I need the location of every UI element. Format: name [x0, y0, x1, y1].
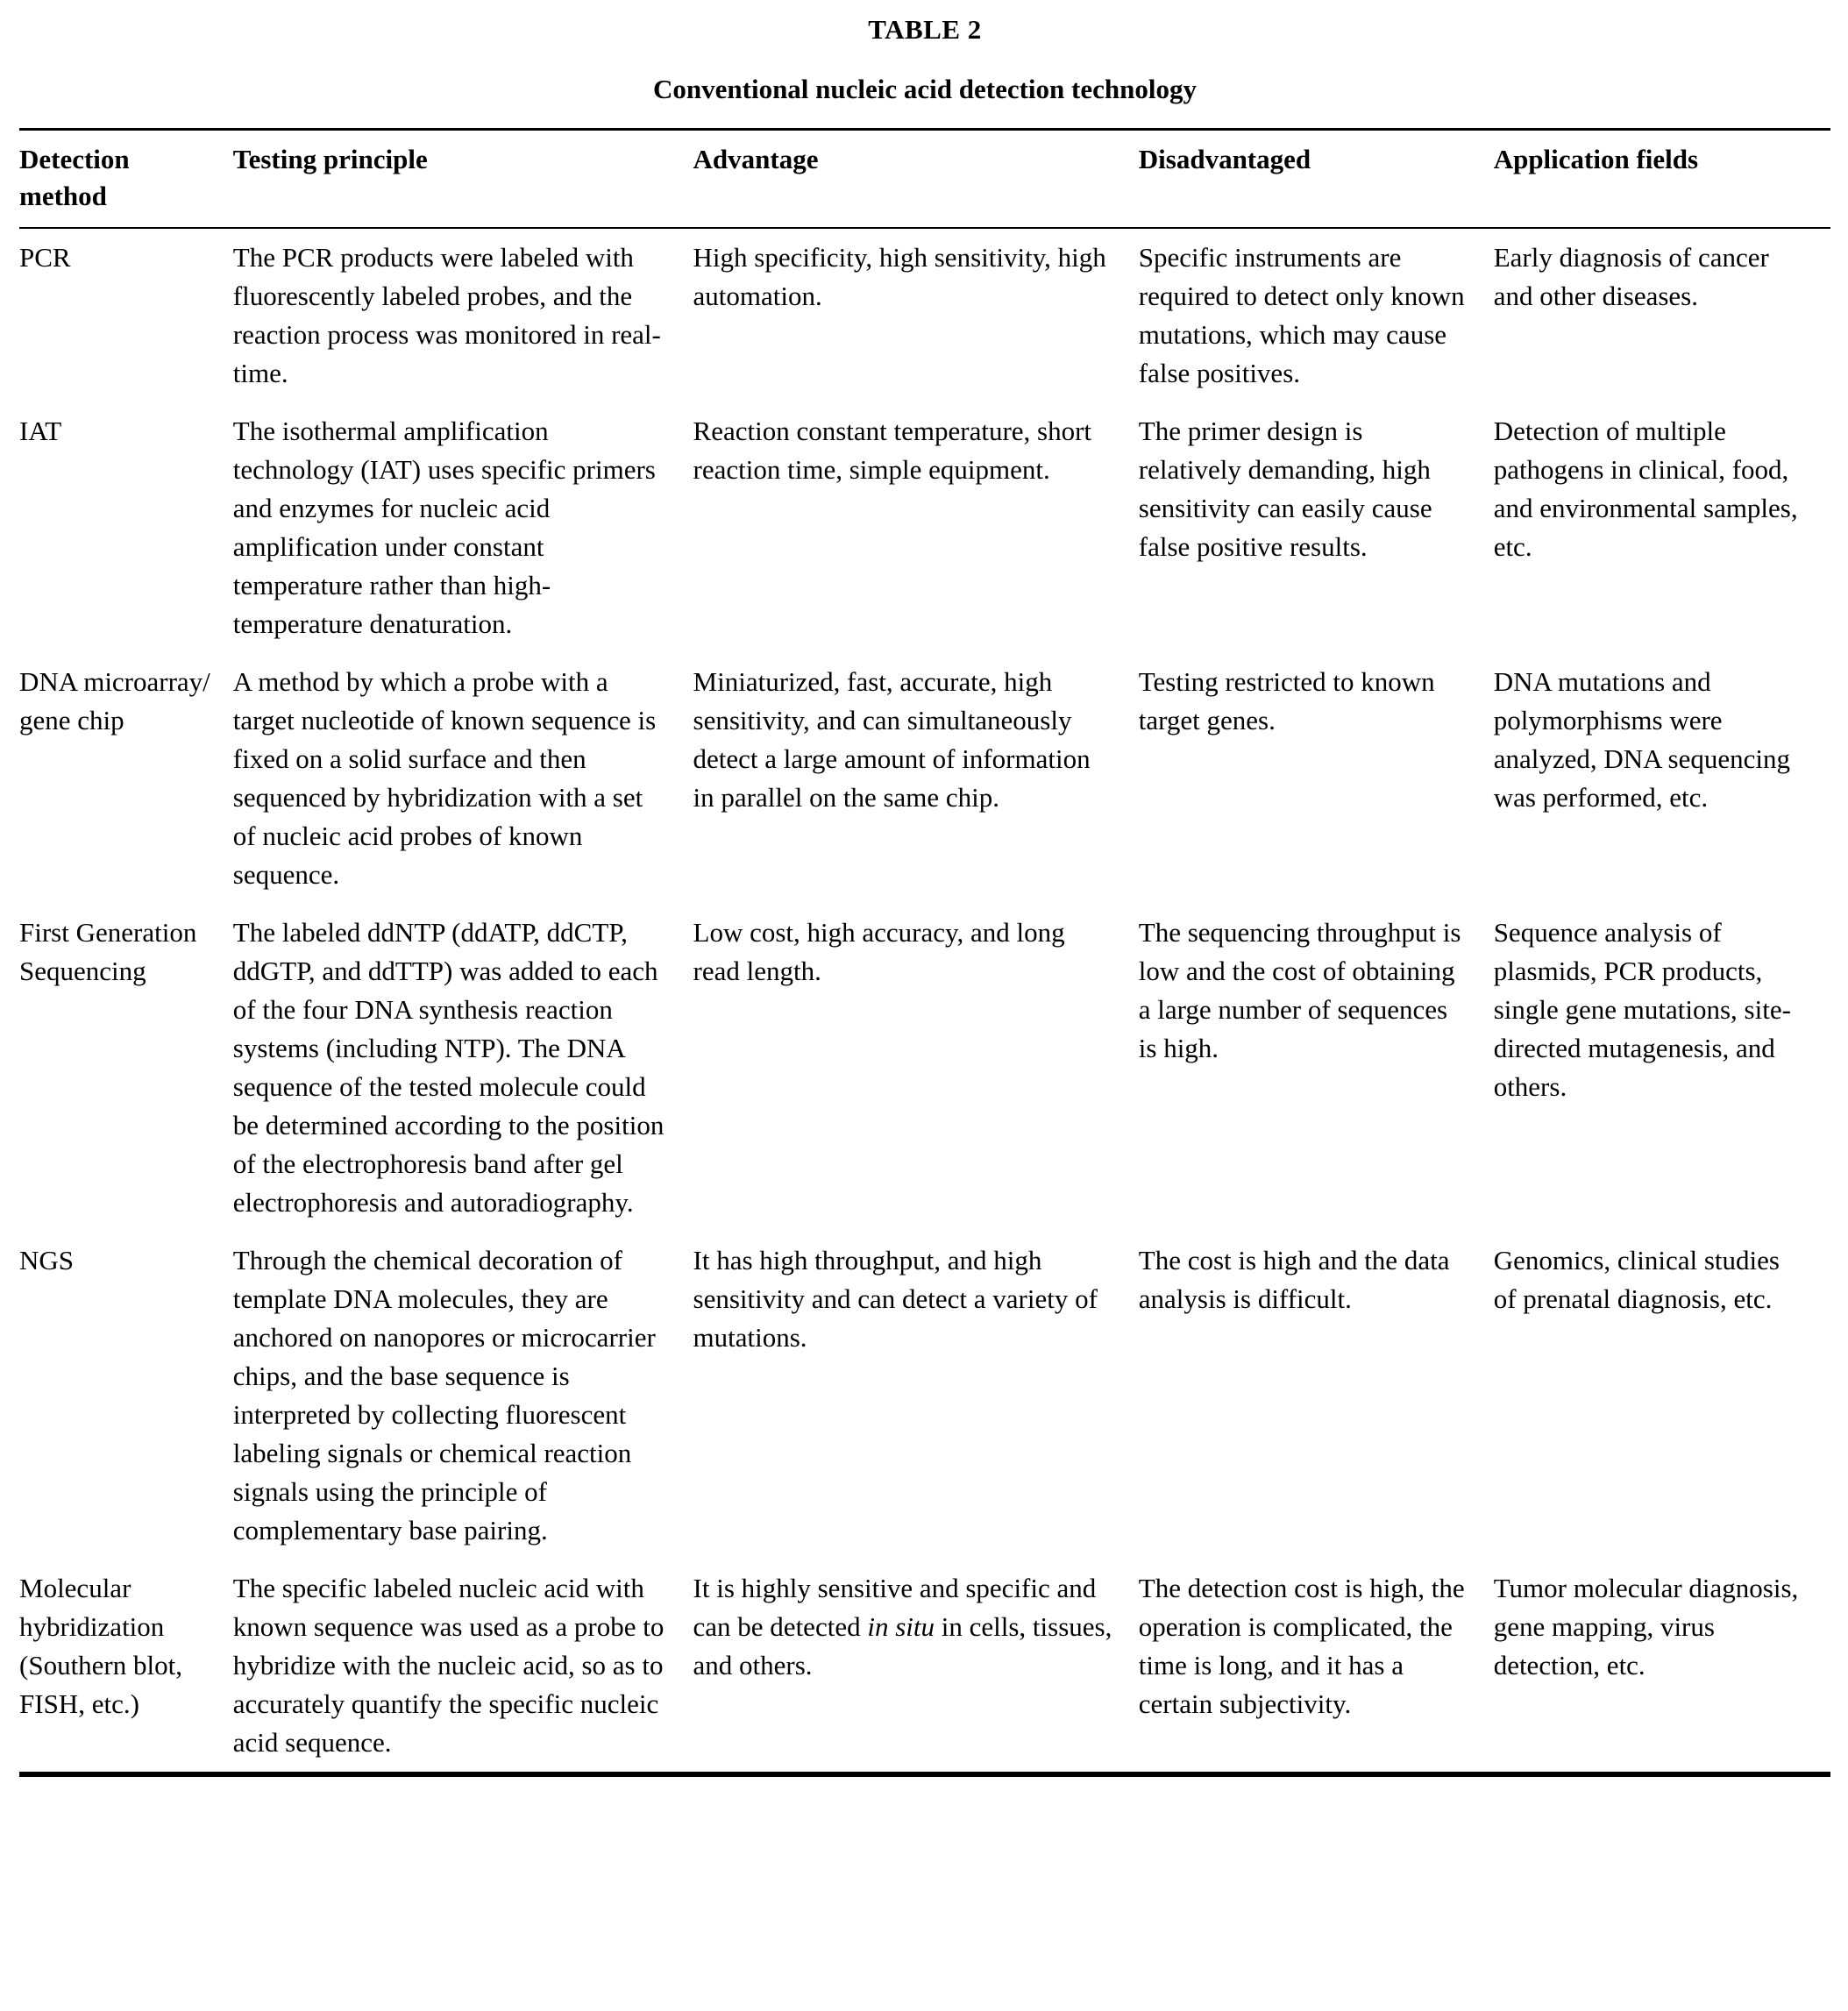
table-row-ngs	[19, 1232, 1830, 1560]
cell-testing-principle: The specific labeled nucleic acid with known sequence was used as a probe to hybridize with the nucleic acid, so as to accurately quantify the specific nucleic acid sequence.	[232, 1573, 665, 1759]
cell-detection-method: Molecular hybridization (Southern blot, FISH, etc.)	[19, 1573, 182, 1720]
cell-application-fields: Genomics, clinical studies of prenatal diagnosis, etc.	[1493, 1245, 1780, 1315]
advantage-text-part: It is highly sensitive and specific and can be detected	[693, 1573, 1097, 1643]
cell-detection-method: IAT	[19, 415, 62, 446]
cell-testing-principle: Through the chemical decoration of template DNA molecules, they are anchored on nanopores or microcarrier chips, and the base sequence is interpreted by collecting fluorescent labeling signals or chemical reaction signals using the principle of complementary base pairing.	[232, 1245, 656, 1546]
cell-disadvantaged: The primer design is relatively demanding, high sensitivity can easily cause false positive results.	[1138, 415, 1432, 562]
cell-detection-method: NGS	[19, 1245, 75, 1276]
table-row-molecular-hybridization	[19, 1560, 1830, 1774]
cell-application-fields: Detection of multiple pathogens in clinical, food, and environmental samples, etc.	[1493, 415, 1798, 562]
column-header-application-fields: Application fields	[1494, 130, 1830, 228]
cell-disadvantaged: The detection cost is high, the operation is complicated, the time is long, and it has a certain subjectivity.	[1138, 1573, 1465, 1720]
column-header-detection-method: Detection method	[19, 130, 233, 228]
detection-technology-table	[19, 128, 1830, 1777]
advantage-italic-term: in situ	[867, 1611, 935, 1643]
cell-disadvantaged: Specific instruments are required to detect only known mutations, which may cause false positives.	[1138, 241, 1465, 388]
table-row-first-generation-sequencing	[19, 904, 1830, 1232]
cell-testing-principle: The PCR products were labeled with fluorescently labeled probes, and the reaction process was monitored in real-time.	[232, 241, 661, 388]
column-header-advantage: Advantage	[693, 130, 1139, 228]
cell-application-fields: Early diagnosis of cancer and other diseases.	[1493, 241, 1769, 311]
advantage-text-part: in cells, tissues, and others.	[693, 1611, 1112, 1681]
column-header-disadvantaged: Disadvantaged	[1139, 130, 1494, 228]
column-header-testing-principle: Testing principle	[233, 130, 693, 228]
cell-detection-method: First Generation Sequencing	[19, 916, 197, 986]
table-row-iat	[19, 402, 1830, 653]
cell-testing-principle: The labeled ddNTP (ddATP, ddCTP, ddGTP, and ddTTP) was added to each of the four DNA synthesis reaction systems (including NTP). The DNA sequence of the tested molecule could be determined according to the position of the electrophoresis band after gel electrophoresis and autoradiography.	[232, 916, 665, 1219]
table-body	[19, 228, 1830, 1775]
table-title: Conventional nucleic acid detection technology	[653, 74, 1197, 104]
table-row-pcr	[19, 228, 1830, 402]
cell-testing-principle: The isothermal amplification technology (IAT) uses specific primers and enzymes for nucleic acid amplification under constant temperature rather than high-temperature denaturation.	[232, 415, 656, 639]
cell-advantage: Low cost, high accuracy, and long read length.	[693, 916, 1065, 986]
cell-disadvantaged: The cost is high and the data analysis is difficult.	[1138, 1245, 1450, 1315]
cell-application-fields: Sequence analysis of plasmids, PCR products, single gene mutations, site-directed mutagenesis, and others.	[1493, 916, 1791, 1102]
cell-detection-method: DNA microarray/ gene chip	[19, 665, 210, 735]
cell-detection-method: PCR	[19, 241, 71, 273]
table-label: TABLE 2	[868, 14, 982, 45]
cell-application-fields: Tumor molecular diagnosis, gene mapping, virus detection, etc.	[1493, 1573, 1799, 1681]
cell-disadvantaged: The sequencing throughput is low and the cost of obtaining a large number of sequences is high.	[1138, 916, 1461, 1063]
cell-advantage: High specificity, high sensitivity, high automation.	[693, 241, 1106, 311]
cell-disadvantaged: Testing restricted to known target genes.	[1138, 665, 1435, 735]
table-row-dna-microarray	[19, 653, 1830, 904]
cell-advantage: Reaction constant temperature, short reaction time, simple equipment.	[693, 415, 1092, 485]
cell-advantage	[693, 1560, 1139, 1774]
cell-advantage: It has high throughput, and high sensitivity and can detect a variety of mutations.	[693, 1245, 1098, 1354]
cell-testing-principle: A method by which a probe with a target nucleotide of known sequence is fixed on a solid surface and then sequenced by hybridization with a set of nucleic acid probes of known sequence.	[232, 665, 657, 890]
cell-application-fields: DNA mutations and polymorphisms were analyzed, DNA sequencing was performed, etc.	[1493, 665, 1790, 813]
cell-advantage: Miniaturized, fast, accurate, high sensitivity, and can simultaneously detect a large amount of information in parallel on the same chip.	[693, 665, 1091, 813]
table-header-row	[19, 130, 1830, 228]
